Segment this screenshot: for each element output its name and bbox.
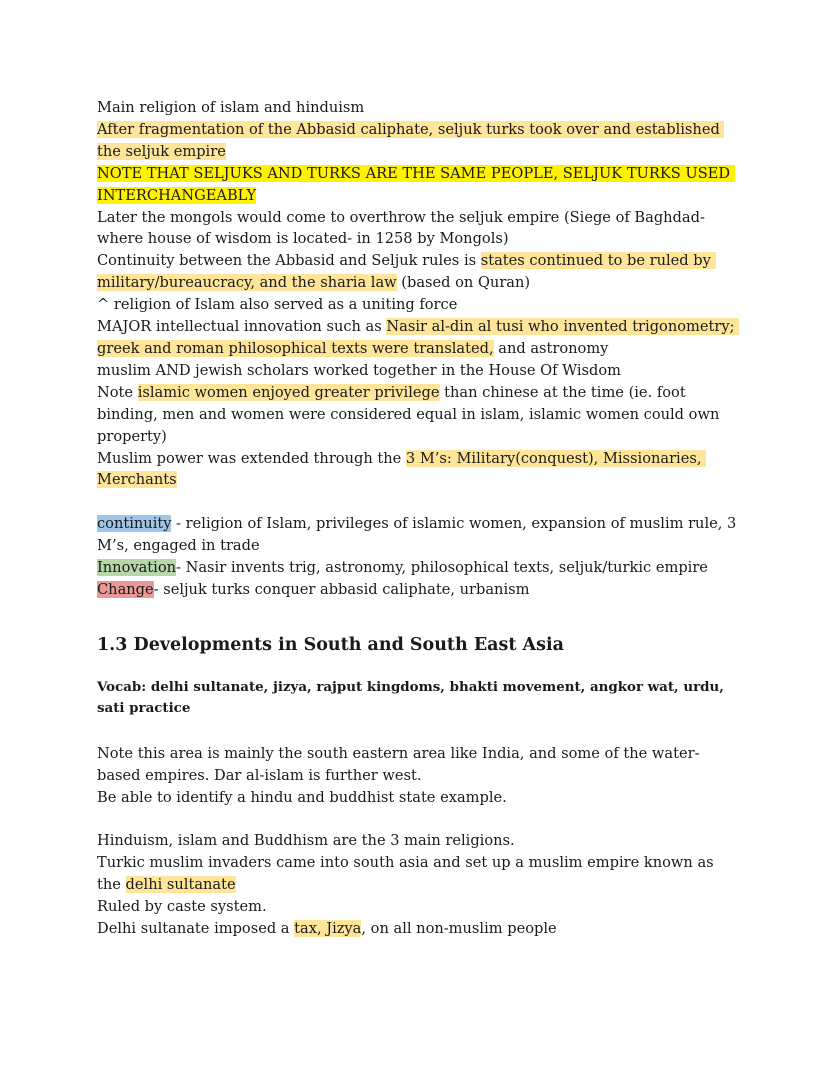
ccot-change [97,579,737,601]
change-text: - seljuk turks conquer abbasid caliphate, urbanism [153,580,530,598]
note-text: Turkic muslim invaders came into south asia and set up a muslim empire known as the [97,854,719,894]
note-text: Main religion of islam and hinduism [97,99,365,116]
note-line [97,360,737,382]
note-line [97,448,737,492]
continuity-label: continuity [97,515,172,533]
vocab-line: Vocab: delhi sultanate, jizya, rajput kingdoms, bhakti movement, angkor wat, urdu, sati practice [97,678,724,716]
innovation-label: Innovation [97,559,177,577]
note-text: , on all non-muslim people [361,920,557,938]
continuity-text: - religion of Islam, privileges of islamic women, expansion of muslim rule, 3 M’s, engaged in trade [97,515,741,555]
note-line [97,316,740,360]
note-text: Note [97,383,138,401]
highlighted-text: After fragmentation of the Abbasid caliphate, seljuk turks took over and established the seljuk empire [97,120,725,160]
note-text: Later the mongols would come to overthrow the seljuk empire (Siege of Baghdad- where house of wisdom is located- in 1258 by Mongols) [97,208,710,248]
section-heading: 1.3 Developments in South and South East Asia [97,634,564,655]
change-label: Change [97,580,154,598]
note-line [97,294,737,316]
note-line [97,382,737,448]
note-line [97,97,737,119]
note-text: Note this area is mainly the south eastern area like India, and some of the water-based empires. Dar al-islam is further west. [97,744,700,784]
note-text: Muslim power was extended through the [97,449,406,467]
note-text: Hinduism, islam and Buddhism are the 3 main religions. [97,832,515,850]
note-line [97,250,737,294]
note-line [97,918,737,940]
note-line [97,787,737,809]
note-line [97,207,737,251]
note-text: MAJOR intellectual innovation such as [97,318,387,336]
highlighted-text: 3 M’s: Military(conquest), Missionaries, Merchants [97,449,707,489]
note-text: Ruled by caste system. [97,898,267,916]
note-line [97,830,737,852]
note-line [97,163,737,207]
highlighted-text: islamic women enjoyed greater privilege [137,383,440,401]
highlighted-text: delhi sultanate [125,876,236,894]
note-text: Be able to identify a hindu and buddhist state example. [97,788,507,806]
highlighted-text: Nasir al-din al tusi who invented trigonometry; greek and roman philosophical texts were translated, [97,318,740,357]
note-text: muslim AND jewish scholars worked together in the House Of Wisdom [97,361,622,379]
note-text: and astronomy [493,339,609,357]
ccot-innovation [97,557,737,579]
note-text: (based on Quran) [396,274,531,292]
note-line [97,896,737,918]
blank-line [97,809,737,831]
note-text: Continuity between the Abbasid and Seljuk rules is [97,252,481,270]
blank-line [97,491,737,513]
highlighted-text: states continued to be ruled by military/bureaucracy, and the sharia law [97,252,716,292]
note-line [97,852,737,896]
note-text: Delhi sultanate imposed a [97,920,295,938]
note-text: ^ religion of Islam also served as a uniting force [97,296,458,314]
note-line [97,119,737,163]
note-line [97,743,737,787]
highlighted-text: NOTE THAT SELJUKS AND TURKS ARE THE SAME PEOPLE, SELJUK TURKS USED INTERCHANGEABLY [97,164,735,204]
document-body [97,97,741,940]
ccot-continuity [97,513,741,557]
note-text: than chinese at the time (ie. foot binding, men and women were considered equal in islam, islamic women could own property) [97,383,724,445]
innovation-text: - Nasir invents trig, astronomy, philosophical texts, seljuk/turkic empire [176,559,708,577]
highlighted-text: tax, Jizya [294,920,362,938]
